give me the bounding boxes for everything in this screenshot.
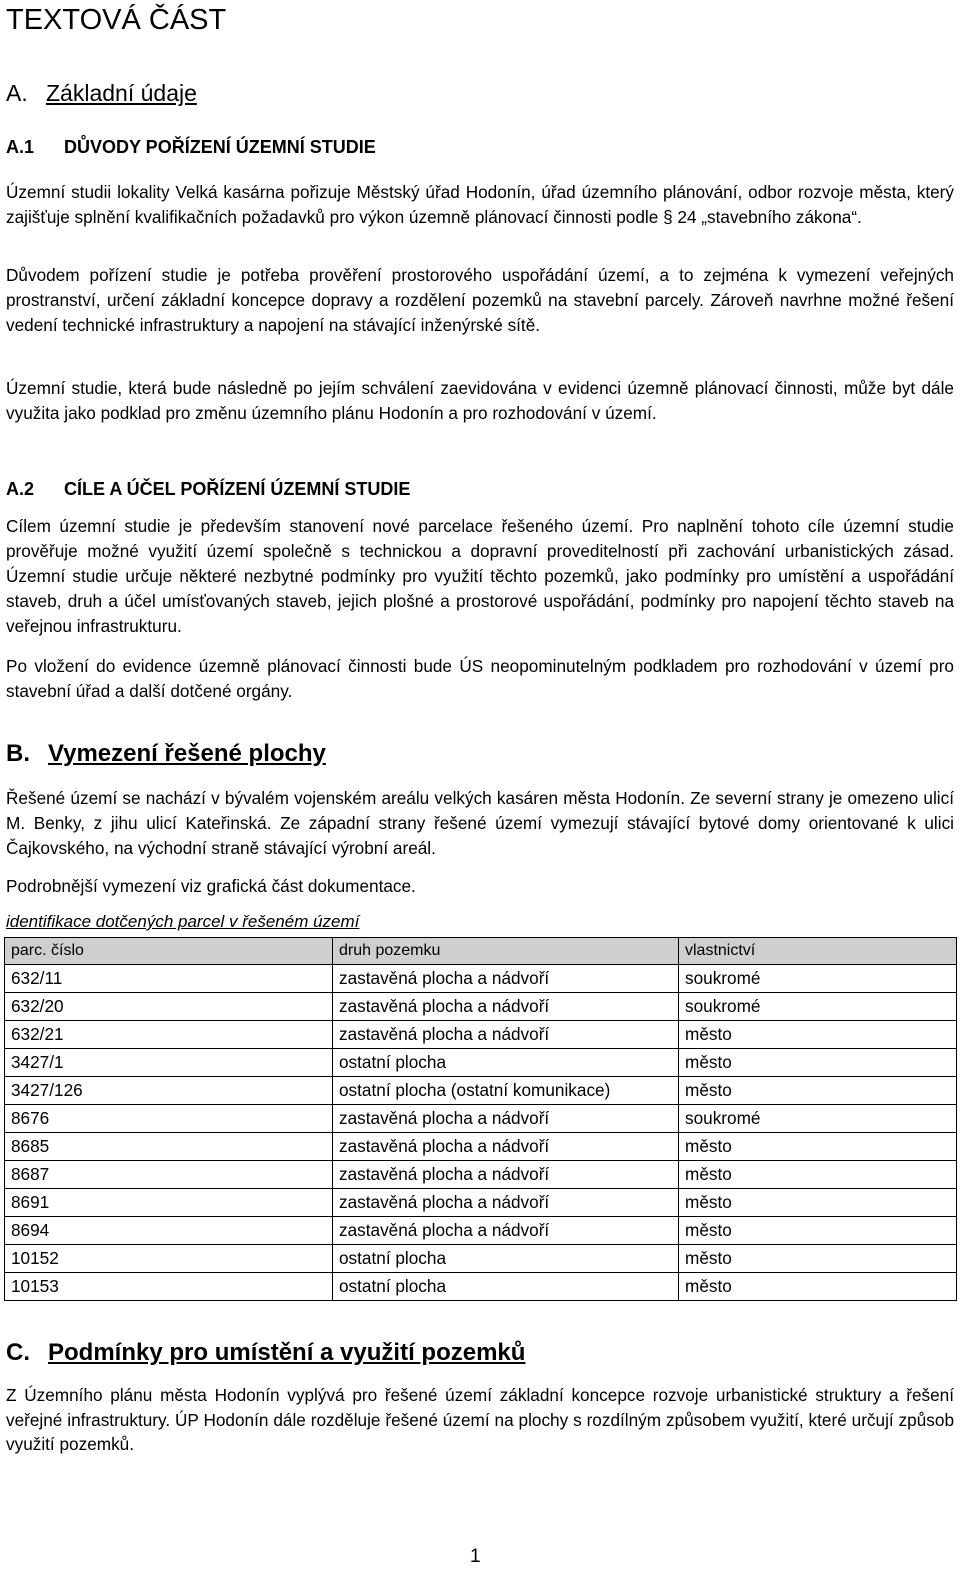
section-a1-heading bbox=[6, 137, 376, 158]
cell-parcel-number: 3427/126 bbox=[5, 1077, 333, 1105]
page-number: 1 bbox=[470, 1546, 481, 1567]
paragraph: Cílem územní studie je především stanovení nové parcelace řešeného území. Pro naplnění tohoto cíle územní studie prověřuje možné využití území společně s technickou a dopravní proveditelností při zachování urbanistických zásad. Územní studie určuje některé nezbytné podmínky pro využití těchto pozemků, jako podmínky pro umístění a uspořádání staveb, druh a účel umísťovaných staveb, jejich plošné a prostorové uspořádání, podmínky pro napojení těchto staveb na veřejnou infrastrukturu. bbox=[6, 516, 954, 636]
section-a-number: A. bbox=[6, 80, 28, 106]
cell-ownership: soukromé bbox=[679, 1105, 957, 1133]
cell-parcel-number: 632/21 bbox=[5, 1021, 333, 1049]
cell-land-type: ostatní plocha bbox=[333, 1049, 679, 1077]
cell-ownership: město bbox=[679, 1189, 957, 1217]
cell-ownership: město bbox=[679, 1077, 957, 1105]
table-row bbox=[5, 1217, 957, 1245]
cell-land-type: zastavěná plocha a nádvoří bbox=[333, 1021, 679, 1049]
table-caption: identifikace dotčených parcel v řešeném území bbox=[6, 912, 360, 931]
paragraph: Důvodem pořízení studie je potřeba prověření prostorového uspořádání území, a to zejména k vymezení veřejných prostranství, určení základní koncepce dopravy a rozdělení pozemků na stavební parcely. Zároveň navrhne možné řešení vedení technické infrastruktury a napojení na stávající inženýrské sítě. bbox=[6, 265, 954, 335]
paragraph: Řešené území se nachází v bývalém vojenském areálu velkých kasáren města Hodonín. Ze severní strany je omezeno ulicí M. Benky, z jihu ulicí Kateřinská. Ze západní strany řešené území vymezují stávající bytové domy orientované k ulici Čajkovského, na východní straně stávající výrobní areál. bbox=[6, 788, 954, 858]
section-a1-number: A.1 bbox=[6, 137, 35, 157]
cell-land-type: zastavěná plocha a nádvoří bbox=[333, 1105, 679, 1133]
table-row bbox=[5, 1105, 957, 1133]
table-row bbox=[5, 1245, 957, 1273]
section-a-heading bbox=[6, 80, 197, 107]
column-header-parcel-number: parc. číslo bbox=[5, 938, 333, 965]
document-title: TEXTOVÁ ČÁST bbox=[6, 4, 227, 36]
cell-ownership: město bbox=[679, 1021, 957, 1049]
section-a2-title: CÍLE A ÚČEL POŘÍZENÍ ÚZEMNÍ STUDIE bbox=[64, 479, 411, 499]
section-a1-title: DŮVODY POŘÍZENÍ ÚZEMNÍ STUDIE bbox=[64, 137, 376, 157]
section-c-number: C. bbox=[6, 1339, 30, 1366]
table-row bbox=[5, 1049, 957, 1077]
table-row bbox=[5, 1133, 957, 1161]
cell-parcel-number: 8691 bbox=[5, 1189, 333, 1217]
section-b-number: B. bbox=[6, 740, 30, 767]
section-b-heading bbox=[6, 740, 326, 768]
cell-ownership: město bbox=[679, 1161, 957, 1189]
section-a-title: Základní údaje bbox=[46, 80, 197, 106]
cell-ownership: soukromé bbox=[679, 993, 957, 1021]
table-row bbox=[5, 1161, 957, 1189]
parcels-table bbox=[4, 937, 957, 1301]
cell-ownership: město bbox=[679, 1133, 957, 1161]
paragraph: Po vložení do evidence územně plánovací činnosti bude ÚS neopominutelným podkladem pro rozhodování v území pro stavební úřad a další dotčené orgány. bbox=[6, 656, 954, 701]
cell-ownership: město bbox=[679, 1273, 957, 1301]
cell-ownership: soukromé bbox=[679, 965, 957, 993]
cell-parcel-number: 10152 bbox=[5, 1245, 333, 1273]
cell-ownership: město bbox=[679, 1217, 957, 1245]
cell-parcel-number: 632/11 bbox=[5, 965, 333, 993]
cell-land-type: zastavěná plocha a nádvoří bbox=[333, 1161, 679, 1189]
cell-parcel-number: 10153 bbox=[5, 1273, 333, 1301]
paragraph: Z Územního plánu města Hodonín vyplývá pro řešené území základní koncepce rozvoje urbanistické struktury a řešení veřejné infrastruktury. ÚP Hodonín dále rozděluje řešené území na plochy s rozdílným způsobem využití, které určují způsob využití pozemků. bbox=[6, 1385, 954, 1454]
table-header-row bbox=[5, 938, 957, 965]
cell-land-type: zastavěná plocha a nádvoří bbox=[333, 1133, 679, 1161]
cell-land-type: ostatní plocha bbox=[333, 1245, 679, 1273]
column-header-land-type: druh pozemku bbox=[333, 938, 679, 965]
cell-ownership: město bbox=[679, 1049, 957, 1077]
paragraph: Územní studie, která bude následně po jejím schválení zaevidována v evidenci územně plánovací činnosti, může byt dále využita jako podklad pro změnu územního plánu Hodonín a pro rozhodování v území. bbox=[6, 378, 954, 423]
cell-parcel-number: 632/20 bbox=[5, 993, 333, 1021]
cell-parcel-number: 8694 bbox=[5, 1217, 333, 1245]
paragraph: Podrobnější vymezení viz grafická část dokumentace. bbox=[6, 876, 416, 896]
section-a2-number: A.2 bbox=[6, 479, 35, 499]
cell-land-type: zastavěná plocha a nádvoří bbox=[333, 1217, 679, 1245]
table-row bbox=[5, 1189, 957, 1217]
cell-land-type: ostatní plocha (ostatní komunikace) bbox=[333, 1077, 679, 1105]
cell-parcel-number: 3427/1 bbox=[5, 1049, 333, 1077]
section-b-title: Vymezení řešené plochy bbox=[48, 740, 326, 767]
cell-parcel-number: 8676 bbox=[5, 1105, 333, 1133]
cell-land-type: zastavěná plocha a nádvoří bbox=[333, 1189, 679, 1217]
cell-land-type: zastavěná plocha a nádvoří bbox=[333, 965, 679, 993]
column-header-ownership: vlastnictví bbox=[679, 938, 957, 965]
cell-ownership: město bbox=[679, 1245, 957, 1273]
cell-parcel-number: 8685 bbox=[5, 1133, 333, 1161]
section-a2-heading bbox=[6, 479, 410, 500]
section-c-heading bbox=[6, 1339, 525, 1367]
cell-land-type: ostatní plocha bbox=[333, 1273, 679, 1301]
table-row bbox=[5, 993, 957, 1021]
table-row bbox=[5, 1273, 957, 1301]
cell-parcel-number: 8687 bbox=[5, 1161, 333, 1189]
table-row bbox=[5, 965, 957, 993]
cell-land-type: zastavěná plocha a nádvoří bbox=[333, 993, 679, 1021]
section-c-title: Podmínky pro umístění a využití pozemků bbox=[48, 1339, 526, 1366]
table-row bbox=[5, 1077, 957, 1105]
paragraph: Územní studii lokality Velká kasárna pořizuje Městský úřad Hodonín, úřad územního plánování, odbor rozvoje města, který zajišťuje splnění kvalifikačních požadavků pro výkon územně plánovací činnosti podle § 24 „stavebního zákona“. bbox=[6, 182, 954, 227]
table-row bbox=[5, 1021, 957, 1049]
